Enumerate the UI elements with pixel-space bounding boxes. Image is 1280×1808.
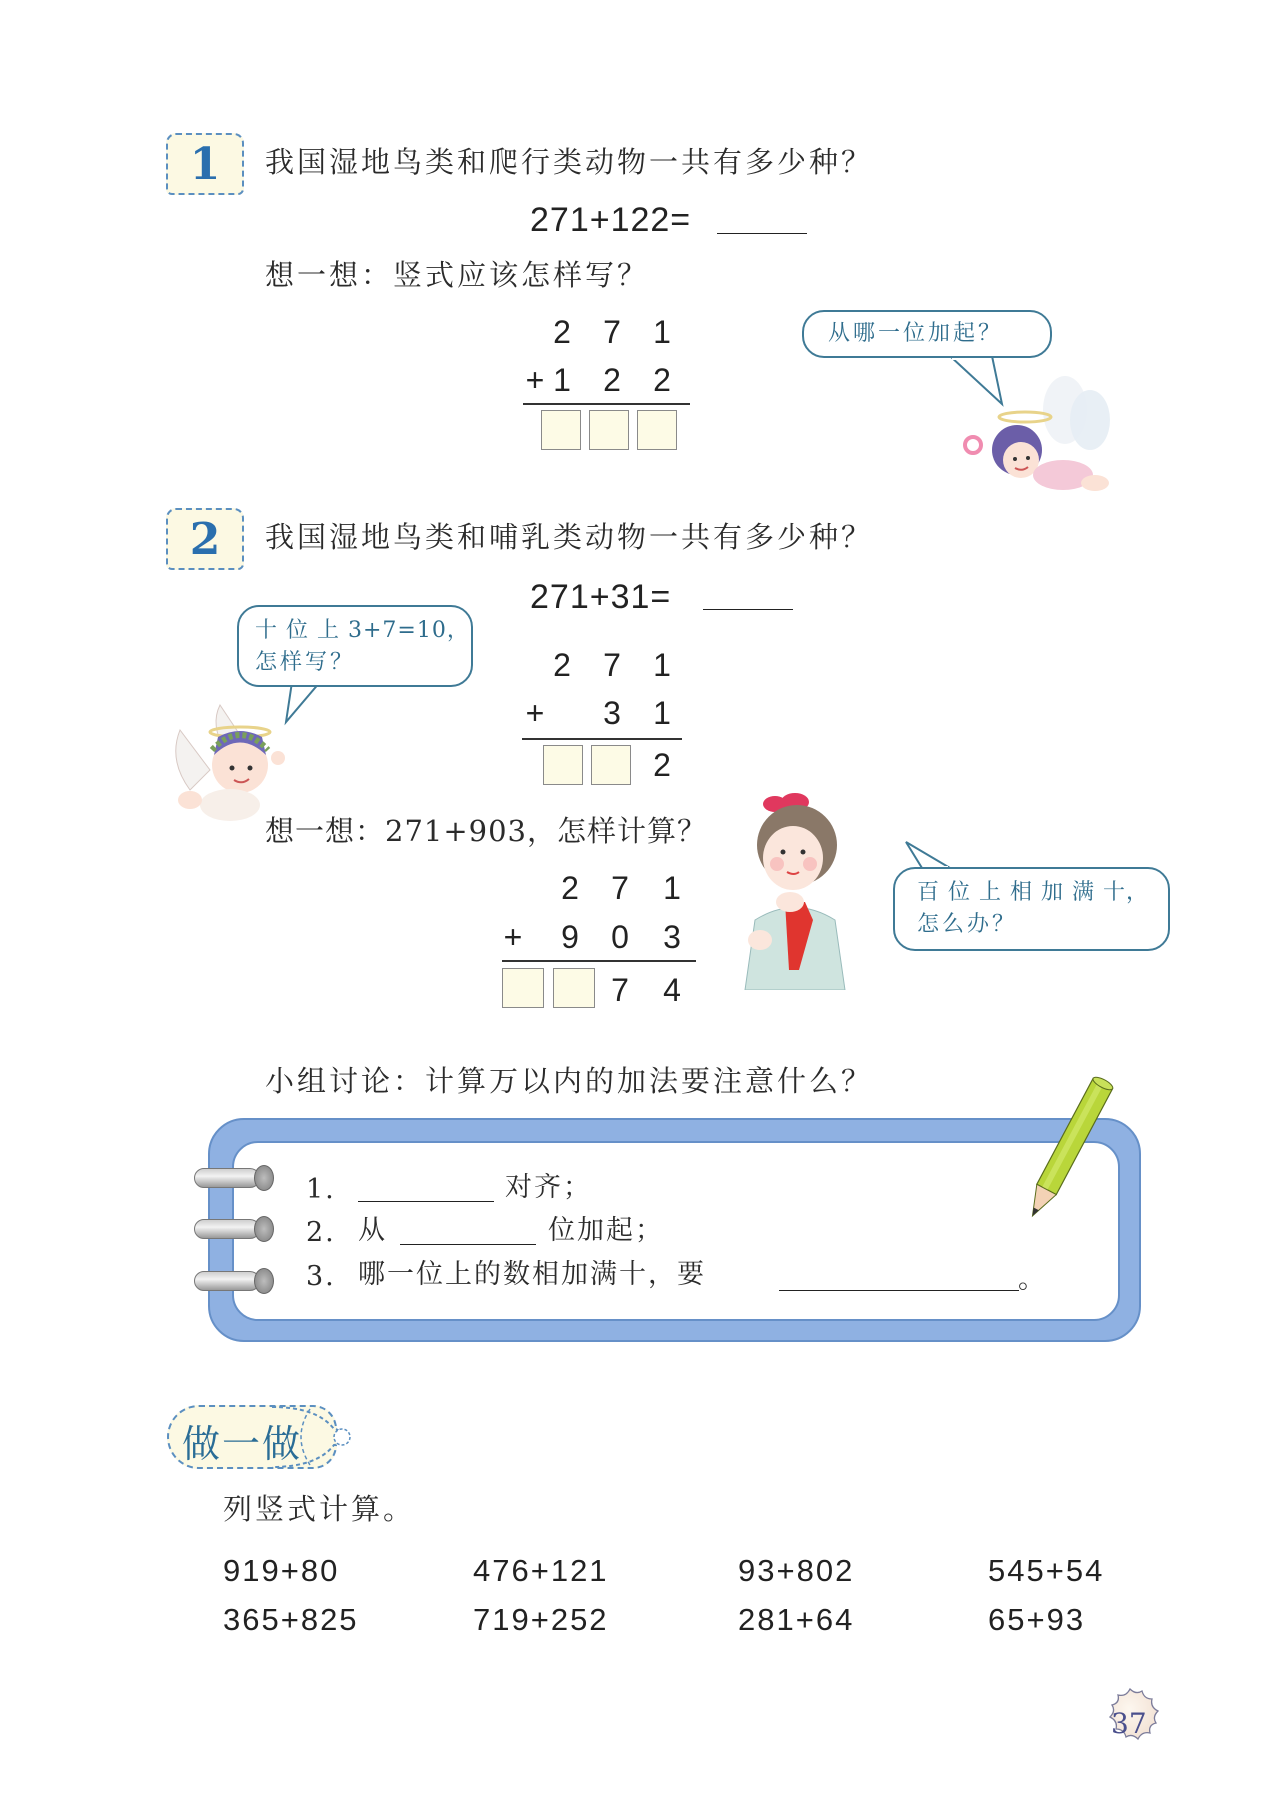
section-1-question: 我国湿地鸟类和爬行类动物一共有多少种？: [265, 145, 874, 179]
flying-angel-girl-illustration: [955, 375, 1125, 515]
speech-bubble-1-text: 从哪一位加起？: [828, 321, 1004, 346]
v1-row2-tens: 2: [603, 362, 621, 398]
v3-result-tens: 7: [611, 972, 629, 1008]
notebook-ring-3: [194, 1271, 260, 1291]
v3-answer-box-thousands[interactable]: [502, 968, 544, 1008]
v1-answer-box-ones[interactable]: [637, 410, 677, 450]
practice-problem: 545+54: [988, 1553, 1105, 1588]
discussion-item-2-blank[interactable]: [400, 1244, 536, 1245]
discussion-item-2-number: 2.: [306, 1217, 336, 1248]
cherub-angel-illustration: [160, 700, 300, 830]
section-1-think-prompt: 想一想：竖式应该怎样写？: [265, 258, 650, 292]
section-2-answer-blank[interactable]: [703, 609, 793, 610]
v3-operator: +: [503, 919, 523, 955]
practice-problem: 365+825: [223, 1602, 359, 1637]
speech-bubble-3: [893, 867, 1170, 951]
section-2-number: 2: [189, 513, 221, 565]
v3-row1-tens: 7: [611, 870, 629, 906]
section-1-equation: 271+122=: [530, 201, 692, 239]
section-2-badge: [166, 508, 244, 570]
v3-row2-hundreds: 9: [561, 919, 579, 955]
discussion-item-3-before: 哪一位上的数相加满十，要: [358, 1259, 706, 1290]
discussion-item-1-number: 1.: [306, 1174, 336, 1205]
practice-badge-label: 做一做: [182, 1422, 303, 1466]
v3-row2-ones: 3: [663, 919, 681, 955]
v2-sum-line: [522, 738, 682, 740]
speech-bubble-3-line1: 百 位 上 相 加 满 十，: [917, 880, 1149, 905]
v2-row2-tens: 3: [603, 695, 621, 731]
discussion-item-2-before: 从: [358, 1215, 387, 1246]
page-number: 37: [1111, 1707, 1147, 1740]
practice-instruction: 列竖式计算。: [223, 1492, 416, 1526]
v2-operator: +: [525, 695, 545, 731]
v2-row1-hundreds: 2: [553, 647, 571, 683]
speech-bubble-1: [802, 310, 1052, 358]
speech-bubble-2-line2: 怎样写？: [255, 650, 356, 675]
v2-row2-ones: 1: [653, 695, 671, 731]
discussion-item-2-after: 位加起；: [548, 1215, 664, 1246]
discussion-item-3-after: 。: [1018, 1264, 1047, 1295]
notebook-ring-1: [194, 1168, 260, 1188]
practice-problem: 65+93: [988, 1602, 1086, 1637]
v3-row1-ones: 1: [663, 870, 681, 906]
practice-problem: 93+802: [738, 1553, 855, 1588]
discussion-item-1-after: 对齐；: [505, 1172, 592, 1203]
v1-row1-tens: 7: [603, 314, 621, 350]
v2-answer-box-tens[interactable]: [591, 745, 631, 785]
girl-student-illustration: [735, 790, 870, 990]
notebook-ring-3-end: [254, 1268, 274, 1294]
notebook-ring-2-end: [254, 1216, 274, 1242]
discussion-item-1-blank[interactable]: [358, 1201, 494, 1202]
v3-row2-tens: 0: [611, 919, 629, 955]
pencil-icon: [1030, 1075, 1120, 1235]
section-1-answer-blank[interactable]: [717, 233, 807, 234]
practice-problem: 719+252: [473, 1602, 609, 1637]
v1-row2-hundreds: 1: [553, 362, 571, 398]
notebook-ring-1-end: [254, 1165, 274, 1191]
v1-answer-box-tens[interactable]: [589, 410, 629, 450]
section-2-think-prompt: 想一想：271+903，怎样计算？: [265, 814, 708, 848]
v3-result-ones: 4: [663, 972, 681, 1008]
v2-result-ones: 2: [653, 747, 671, 783]
discussion-prompt: 小组讨论：计算万以内的加法要注意什么？: [265, 1064, 874, 1098]
v3-answer-box-hundreds[interactable]: [553, 968, 595, 1008]
speech-bubble-2-line1: 十 位 上 3+7=10，: [255, 618, 470, 643]
v3-row1-hundreds: 2: [561, 870, 579, 906]
section-2-question: 我国湿地鸟类和哺乳类动物一共有多少种？: [265, 520, 874, 554]
discussion-item-3-blank[interactable]: [779, 1290, 1019, 1291]
v1-operator: +: [525, 362, 545, 398]
v1-sum-line: [523, 403, 690, 405]
v2-answer-box-hundreds[interactable]: [543, 745, 583, 785]
section-2-equation: 271+31=: [530, 578, 672, 616]
notebook-ring-2: [194, 1219, 260, 1239]
speech-bubble-3-line2: 怎么办？: [917, 912, 1018, 937]
section-1-badge: [166, 133, 244, 195]
practice-problem: 281+64: [738, 1602, 855, 1637]
v2-row1-tens: 7: [603, 647, 621, 683]
v2-row1-ones: 1: [653, 647, 671, 683]
v1-row1-ones: 1: [653, 314, 671, 350]
practice-problem: 476+121: [473, 1553, 609, 1588]
v1-row1-hundreds: 2: [553, 314, 571, 350]
v3-sum-line: [502, 960, 696, 962]
speech-bubble-2: [237, 605, 473, 687]
v1-row2-ones: 2: [653, 362, 671, 398]
discussion-item-3-number: 3.: [306, 1261, 336, 1292]
practice-problem: 919+80: [223, 1553, 340, 1588]
v1-answer-box-hundreds[interactable]: [541, 410, 581, 450]
section-1-number: 1: [189, 138, 221, 190]
